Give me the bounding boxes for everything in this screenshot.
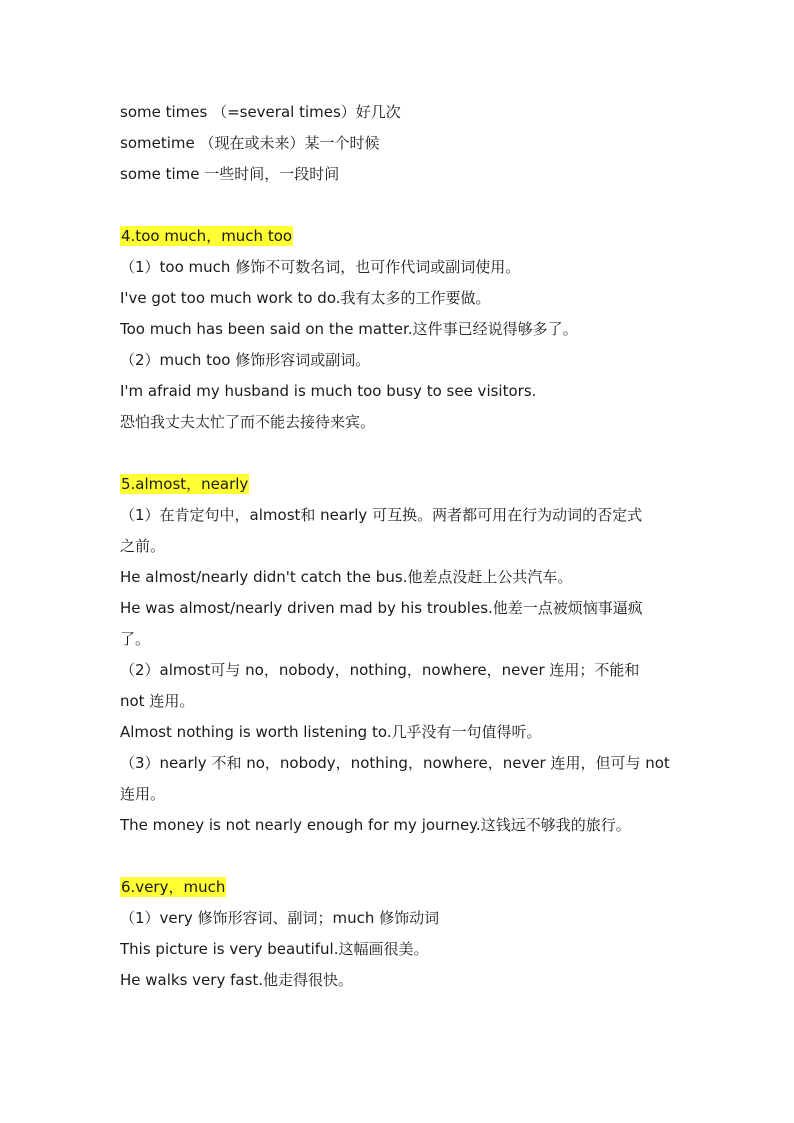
text-line: （1）在肯定句中，almost和 nearly 可互换。两者都可用在行为动词的否定式 — [120, 506, 643, 524]
spacer — [120, 841, 680, 872]
text-line: He was almost/nearly driven mad by his troubles.他差一点被烦恼事逼疯 — [120, 599, 643, 617]
text-line: I've got too much work to do.我有太多的工作要做。 — [120, 289, 491, 307]
text-line: not 连用。 — [120, 692, 195, 710]
text-line: （1）very 修饰形容词、副词；much 修饰动词 — [120, 909, 440, 927]
section-heading — [120, 221, 680, 252]
text-line: The money is not nearly enough for my journey.这钱远不够我的旅行。 — [120, 816, 631, 834]
text-line: This picture is very beautiful.这幅画很美。 — [120, 940, 429, 958]
section-heading — [120, 872, 680, 903]
section-too-much — [120, 221, 680, 438]
text-line: some time 一些时间，一段时间 — [120, 165, 340, 183]
text-line: （3）nearly 不和 no，nobody，nothing，nowhere，never 连用，但可与 not — [120, 754, 670, 772]
text-line: 了。 — [120, 630, 151, 648]
section-very-much — [120, 872, 680, 996]
text-line: Almost nothing is worth listening to.几乎没有一句值得听。 — [120, 723, 542, 741]
text-line: I'm afraid my husband is much too busy to see visitors. — [120, 382, 537, 400]
text-line: sometime （现在或未来）某一个时候 — [120, 134, 380, 152]
spacer — [120, 190, 680, 221]
document-page — [120, 97, 680, 996]
spacer — [120, 438, 680, 469]
text-line: some times （=several times）好几次 — [120, 103, 401, 121]
section-some-times — [120, 97, 680, 190]
highlighted-heading: 5.almost，nearly — [121, 475, 249, 493]
section-almost-nearly — [120, 469, 680, 841]
text-line: （2）much too 修饰形容词或副词。 — [120, 351, 371, 369]
highlighted-heading: 6.very，much — [121, 878, 226, 896]
text-line: He walks very fast.他走得很快。 — [120, 971, 354, 989]
text-line: 连用。 — [120, 785, 166, 803]
text-line: Too much has been said on the matter.这件事已经说得够多了。 — [120, 320, 578, 338]
text-line: He almost/nearly didn't catch the bus.他差点没赶上公共汽车。 — [120, 568, 573, 586]
text-line: （2）almost可与 no，nobody，nothing，nowhere，never 连用；不能和 — [120, 661, 640, 679]
text-line: 之前。 — [120, 537, 166, 555]
text-line: （1）too much 修饰不可数名词，也可作代词或副词使用。 — [120, 258, 521, 276]
section-heading — [120, 469, 680, 500]
text-line: 恐怕我丈夫太忙了而不能去接待来宾。 — [120, 413, 376, 431]
highlighted-heading: 4.too much，much too — [121, 227, 293, 245]
